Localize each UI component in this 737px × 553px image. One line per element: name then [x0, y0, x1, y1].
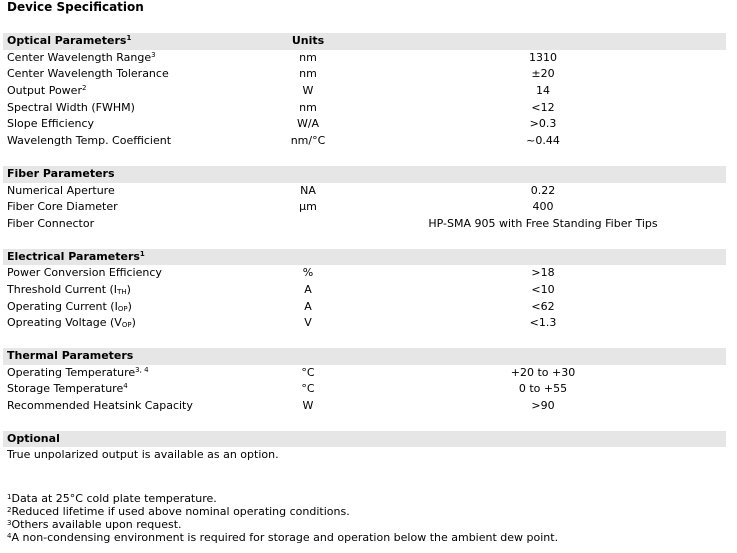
param-unit: [253, 216, 363, 233]
param-text: Center Wavelength Range: [7, 50, 152, 64]
footnote-text: Data at 25°C cold plate temperature.: [11, 492, 217, 505]
param-unit: nm/°C: [290, 134, 326, 148]
page-title: Device Specification: [7, 0, 144, 14]
spec-section: [3, 348, 726, 415]
section-header: [3, 33, 726, 50]
param-text: Storage Temperature: [7, 382, 124, 396]
param-value: <10: [531, 282, 555, 296]
param-text-end: ): [126, 282, 131, 296]
param-name: [3, 365, 253, 382]
param-name: [3, 381, 253, 398]
param-name: [3, 50, 253, 67]
spec-row: [3, 299, 726, 316]
section-header: [3, 166, 726, 183]
param-value: +20 to +30: [510, 365, 576, 379]
spec-sections: [3, 33, 726, 415]
spec-row: [3, 398, 726, 415]
param-text: Fiber Connector: [7, 216, 95, 230]
param-name: [3, 83, 253, 100]
spec-row: [3, 282, 726, 299]
param-unit: W: [302, 84, 314, 98]
spec-row: [3, 216, 726, 233]
footnote: [7, 505, 558, 518]
param-text: Wavelength Temp. Coefficient: [7, 134, 172, 148]
param-unit: nm: [299, 67, 317, 81]
param-value: ±20: [531, 67, 555, 81]
footnote-ref: 1: [126, 34, 132, 42]
optional-section: [3, 431, 726, 464]
param-value: >90: [531, 399, 555, 413]
section-header: [3, 249, 726, 266]
param-name: [3, 199, 253, 216]
param-name: [3, 265, 253, 282]
param-name: [3, 299, 253, 316]
param-text-end: ): [127, 299, 132, 313]
param-value: 14: [536, 84, 550, 98]
section-title-text: Optical Parameters: [7, 34, 127, 47]
param-value: 400: [532, 200, 554, 214]
section-header: [3, 348, 726, 365]
param-text: Center Wavelength Tolerance: [7, 67, 169, 81]
param-value: 0 to +55: [518, 382, 568, 396]
footnote-text: Others available upon request.: [11, 518, 182, 531]
param-value: ~0.44: [526, 134, 560, 148]
section-title: [3, 249, 253, 266]
section-title: [3, 33, 253, 50]
section-title: [3, 166, 253, 183]
spec-section: [3, 249, 726, 332]
param-value: <62: [531, 299, 555, 313]
param-text-end: ): [131, 316, 136, 330]
units-header: [253, 166, 363, 183]
footnote-ref: 3: [151, 50, 156, 59]
footnote: [7, 492, 558, 505]
optional-text: True unpolarized output is available as an option.: [7, 448, 279, 462]
spec-row: [3, 365, 726, 382]
section-title-text: Fiber Parameters: [7, 166, 115, 180]
param-unit: W: [302, 399, 314, 413]
spec-row: [3, 199, 726, 216]
param-unit: µm: [299, 200, 317, 214]
spec-row: [3, 66, 726, 83]
spec-row: [3, 265, 726, 282]
param-subscript: OP: [117, 304, 128, 313]
section-title: Optional: [7, 431, 60, 445]
param-name: [3, 398, 253, 415]
param-text: Operating Current (I: [7, 299, 118, 313]
param-text: Recommended Heatsink Capacity: [7, 399, 193, 413]
param-text: Operating Temperature: [7, 365, 136, 379]
footnote-ref: 3, 4: [135, 365, 149, 374]
param-subscript: OP: [121, 321, 132, 330]
footnote-number: 2: [7, 506, 12, 514]
footnote: [7, 518, 558, 531]
param-text: Output Power: [7, 84, 82, 98]
spec-row: [3, 100, 726, 117]
spec-row: [3, 315, 726, 332]
section-title: [3, 348, 253, 365]
param-text: Spectral Width (FWHM): [7, 100, 135, 114]
param-unit: V: [304, 316, 312, 330]
param-value: <1.3: [529, 316, 557, 330]
footnote-text: Reduced lifetime if used above nominal operating conditions.: [11, 505, 350, 518]
units-header: [253, 249, 363, 266]
spec-section: [3, 33, 726, 150]
param-value: 1310: [529, 50, 557, 64]
footnote-text: A non-condensing environment is required for storage and operation below the ambient dew point.: [11, 531, 559, 544]
param-text: Numerical Aperture: [7, 183, 115, 197]
param-name: [3, 133, 253, 150]
units-header: Units: [291, 34, 325, 47]
param-subscript: TH: [117, 287, 127, 296]
footnotes: [7, 492, 558, 544]
section-title-text: Thermal Parameters: [7, 349, 134, 362]
spec-row: [3, 116, 726, 133]
spec-table: [3, 33, 726, 480]
footnote-ref: 1: [139, 249, 145, 258]
param-text: Threshold Current (I: [7, 282, 118, 296]
section-title-text: Electrical Parameters: [7, 249, 140, 263]
param-name: [3, 315, 253, 332]
param-value: HP-SMA 905 with Free Standing Fiber Tips: [428, 216, 658, 230]
footnote: [7, 531, 558, 544]
footnote-number: 1: [7, 493, 12, 501]
param-text: Opreating Voltage (V: [7, 316, 122, 330]
param-value: <12: [531, 100, 555, 114]
param-name: [3, 116, 253, 133]
param-text: Power Conversion Efficiency: [7, 266, 162, 280]
spec-section: [3, 166, 726, 233]
spec-row: [3, 83, 726, 100]
footnote-number: 4: [7, 532, 12, 540]
param-value: >18: [531, 266, 555, 280]
param-name: [3, 216, 253, 233]
param-value: >0.3: [529, 117, 557, 131]
units-header: [253, 348, 363, 365]
footnote-ref: 4: [123, 382, 128, 391]
param-name: [3, 100, 253, 117]
param-unit: nm: [299, 100, 317, 114]
param-unit: W/A: [296, 117, 320, 131]
footnote-ref: 2: [81, 84, 87, 93]
param-name: [3, 183, 253, 200]
spec-row: [3, 50, 726, 67]
footnote-number: 3: [7, 519, 12, 527]
param-name: [3, 66, 253, 83]
param-unit: %: [302, 266, 314, 280]
param-text: Slope Efficiency: [7, 117, 95, 131]
param-unit: NA: [300, 183, 316, 197]
param-value: 0.22: [530, 183, 556, 197]
spec-row: [3, 183, 726, 200]
param-unit: °C: [301, 365, 315, 379]
section-header-optional: [3, 431, 726, 448]
param-unit: A: [304, 282, 312, 296]
param-name: [3, 282, 253, 299]
param-unit: nm: [299, 50, 317, 64]
param-unit: °C: [301, 382, 315, 396]
spec-row: [3, 133, 726, 150]
spec-row: [3, 381, 726, 398]
param-text: Fiber Core Diameter: [7, 200, 118, 214]
param-unit: A: [304, 299, 312, 313]
